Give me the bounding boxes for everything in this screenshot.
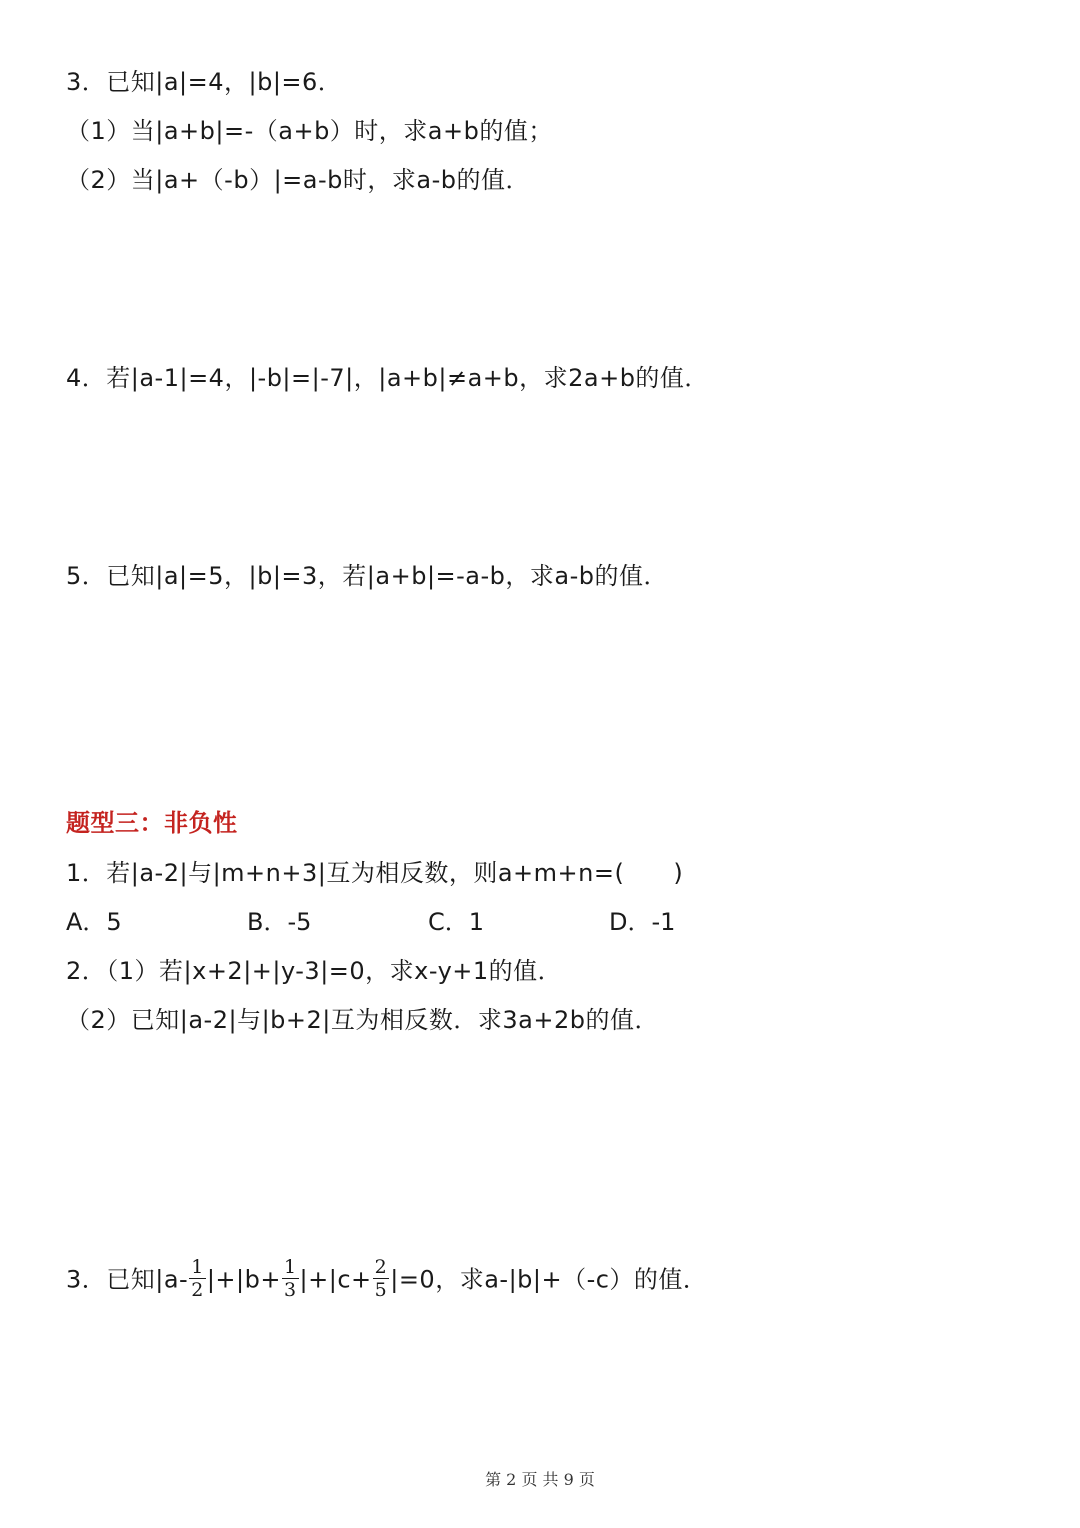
question-3-part-2: （2）当|a+（-b）|=a-b时，求a-b的值． — [66, 166, 530, 194]
page-number-footer: 第 2 页 共 9 页 — [485, 1470, 595, 1489]
fraction-denominator: 3 — [283, 1279, 297, 1301]
fraction-numerator: 2 — [374, 1256, 388, 1278]
section3-question-2-part-1: 2．（1）若|x+2|+|y-3|=0，求x-y+1的值． — [66, 957, 563, 985]
option-b: B．-5 — [247, 908, 312, 936]
question-3-stem: 3．已知|a|=4，|b|=6． — [66, 68, 343, 96]
fraction-denominator: 5 — [374, 1279, 388, 1301]
q3-text-part-4: |=0，求a-|b|+（-c）的值． — [390, 1265, 708, 1294]
q3-text-part-1: 3．已知|a- — [66, 1265, 189, 1294]
fraction-numerator: 1 — [191, 1256, 204, 1278]
fraction-two-fifths — [373, 1256, 390, 1301]
section3-question-3-stem — [66, 1258, 707, 1303]
q3-text-part-3: |+|c+ — [299, 1265, 372, 1294]
section-title-nonnegativity: 题型三：非负性 — [66, 809, 238, 837]
fraction-one-third — [282, 1256, 299, 1301]
fraction-numerator: 1 — [283, 1256, 297, 1278]
section3-question-1-stem: 1．若|a-2|与|m+n+3|互为相反数，则a+m+n=( ) — [66, 859, 684, 887]
question-4-stem: 4．若|a-1|=4，|-b|=|-7|，|a+b|≠a+b，求2a+b的值． — [66, 364, 709, 392]
question-3-part-1: （1）当|a+b|=-（a+b）时，求a+b的值； — [66, 117, 553, 145]
q3-text-part-2: |+|b+ — [206, 1265, 281, 1294]
option-a: A．5 — [66, 908, 122, 936]
option-d: D．-1 — [609, 908, 676, 936]
fraction-one-half — [189, 1256, 206, 1301]
fraction-denominator: 2 — [191, 1279, 204, 1301]
option-c: C．1 — [428, 908, 485, 936]
section3-question-2-part-2: （2）已知|a-2|与|b+2|互为相反数．求3a+2b的值． — [66, 1006, 659, 1034]
question-5-stem: 5．已知|a|=5，|b|=3，若|a+b|=-a-b，求a-b的值． — [66, 562, 669, 590]
